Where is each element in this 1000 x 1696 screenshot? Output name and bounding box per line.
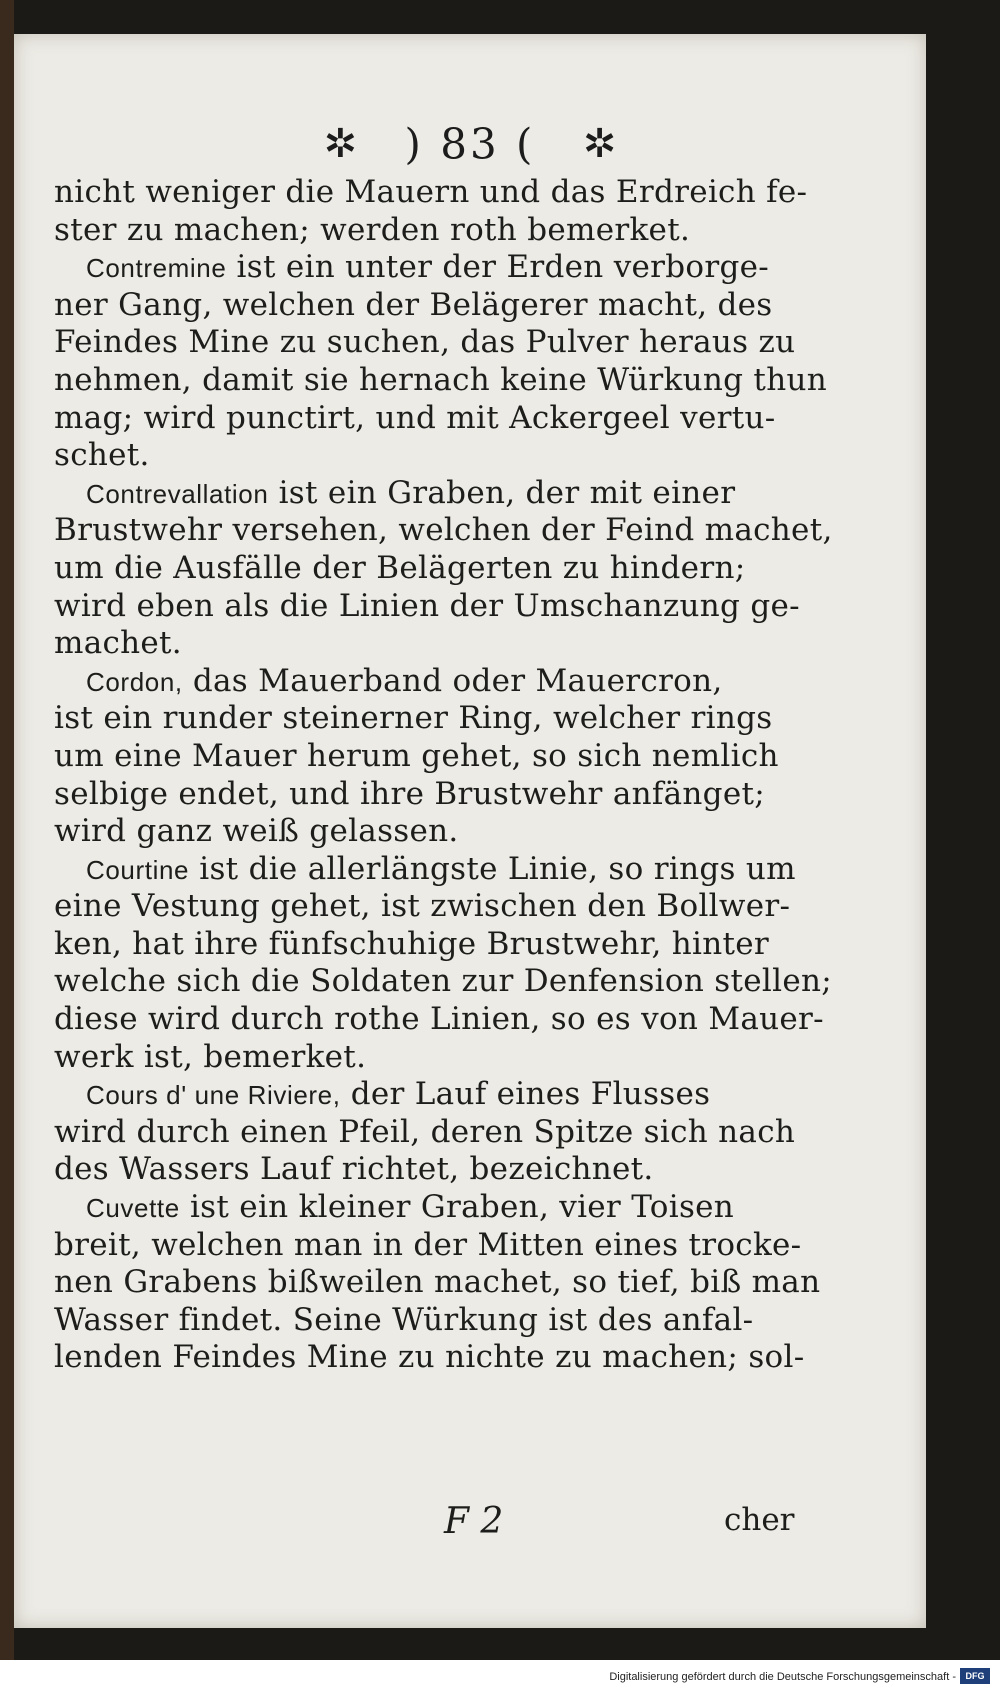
line-text: eine Vestung gehet, ist zwischen den Bollwer- — [54, 888, 791, 925]
line-text: werk ist, bemerket. — [54, 1038, 367, 1075]
star-ornament-icon: ✲ — [323, 121, 358, 167]
line-text: der Lauf eines Flusses — [340, 1076, 711, 1113]
line-text: nen Grabens bißweilen machet, so tief, biß man — [54, 1264, 821, 1301]
text-line — [54, 776, 796, 814]
line-text: wird durch einen Pfeil, deren Spitze sich nach — [54, 1113, 796, 1150]
line-text: Wasser findet. Seine Würkung ist des anfal- — [54, 1301, 754, 1338]
text-line — [54, 400, 796, 438]
line-text: diese wird durch rothe Linien, so es von Mauer- — [54, 1001, 824, 1038]
glossary-term: Cours d' une Riviere, — [86, 1080, 341, 1111]
line-text: lenden Feindes Mine zu nichte zu machen; sol- — [54, 1339, 805, 1376]
text-line — [54, 813, 796, 851]
page-header — [14, 116, 926, 176]
text-line — [54, 851, 796, 889]
line-text: nehmen, damit sie hernach keine Würkung thun — [54, 361, 827, 398]
text-line — [54, 361, 827, 400]
line-text: ken, hat ihre fünfschuhige Brustwehr, hinter — [54, 925, 770, 962]
line-text: ist die allerlängste Linie, so rings um — [189, 850, 796, 887]
text-line — [54, 1302, 796, 1340]
text-line — [54, 625, 796, 663]
line-text: ist ein runder steinerner Ring, welcher rings — [54, 700, 773, 737]
text-line — [54, 1189, 796, 1227]
text-line — [54, 512, 833, 550]
line-text: ist ein Graben, der mit einer — [268, 474, 736, 511]
line-text: machet. — [54, 625, 182, 662]
line-text: wird eben als die Linien der Umschanzung ge- — [54, 587, 800, 624]
text-line — [54, 1264, 821, 1302]
text-line — [54, 1226, 802, 1265]
text-line — [54, 888, 796, 926]
line-text: das Mauerband oder Mauercron, — [182, 662, 723, 699]
text-line — [54, 700, 796, 738]
line-text: ner Gang, welchen der Belägerer macht, des — [54, 286, 773, 323]
line-text: schet. — [54, 437, 150, 474]
dfg-logo: DFG — [960, 1668, 990, 1684]
text-line — [54, 1151, 796, 1189]
text-line — [54, 738, 796, 776]
line-text: um eine Mauer herum gehet, so sich nemlich — [54, 737, 779, 774]
line-text: wird ganz weiß gelassen. — [54, 813, 459, 850]
text-line — [54, 1076, 796, 1114]
text-line — [54, 1039, 796, 1077]
star-ornament-icon: ✲ — [582, 121, 617, 167]
glossary-term: Contrevallation — [86, 478, 269, 509]
glossary-term: Courtine — [86, 854, 190, 885]
text-line — [54, 287, 796, 325]
line-text: selbige endet, und ihre Brustwehr anfänget; — [54, 775, 765, 812]
line-text: ster zu machen; werden roth bemerket. — [54, 211, 691, 248]
text-line — [54, 963, 832, 1001]
digitization-credit: Digitalisierung gefördert durch die Deutsche Forschungsgemeinschaft - — [609, 1671, 956, 1683]
glossary-term: Cuvette — [86, 1193, 180, 1224]
text-line — [54, 1001, 824, 1039]
text-line — [54, 663, 796, 701]
line-text: Brustwehr versehen, welchen der Feind machet, — [54, 512, 833, 549]
text-line — [54, 550, 796, 588]
line-text: ist ein kleiner Graben, vier Toisen — [179, 1189, 735, 1226]
page-number: ) 83 ( — [404, 119, 536, 169]
signature-mark: F 2 — [444, 1501, 504, 1542]
line-text: ist ein unter der Erden verborge- — [226, 249, 770, 286]
line-text: breit, welchen man in der Mitten eines trocke- — [54, 1226, 802, 1263]
text-line — [54, 437, 796, 475]
text-line — [54, 324, 796, 362]
text-line — [54, 249, 796, 287]
line-text: des Wassers Lauf richtet, bezeichnet. — [54, 1151, 654, 1188]
book-page — [14, 34, 926, 1628]
line-text: mag; wird punctirt, und mit Ackergeel vertu- — [54, 399, 776, 436]
line-text: nicht weniger die Mauern und das Erdreich fe- — [54, 174, 808, 210]
body-text — [54, 174, 833, 1377]
glossary-term: Contremine — [86, 253, 227, 284]
text-line — [54, 1114, 796, 1152]
line-text: um die Ausfälle der Belägerten zu hindern; — [54, 549, 746, 586]
glossary-term: Cordon, — [86, 666, 183, 697]
text-line — [54, 926, 796, 964]
catchword: cher — [724, 1502, 795, 1538]
text-line — [54, 174, 808, 212]
text-line — [54, 212, 796, 250]
book-spine-edge — [0, 0, 14, 1660]
text-line — [54, 475, 796, 513]
text-line — [54, 1339, 805, 1377]
text-line — [54, 587, 800, 626]
line-text: Feindes Mine zu suchen, das Pulver heraus zu — [54, 324, 796, 361]
line-text: welche sich die Soldaten zur Denfension stellen; — [54, 963, 832, 1000]
